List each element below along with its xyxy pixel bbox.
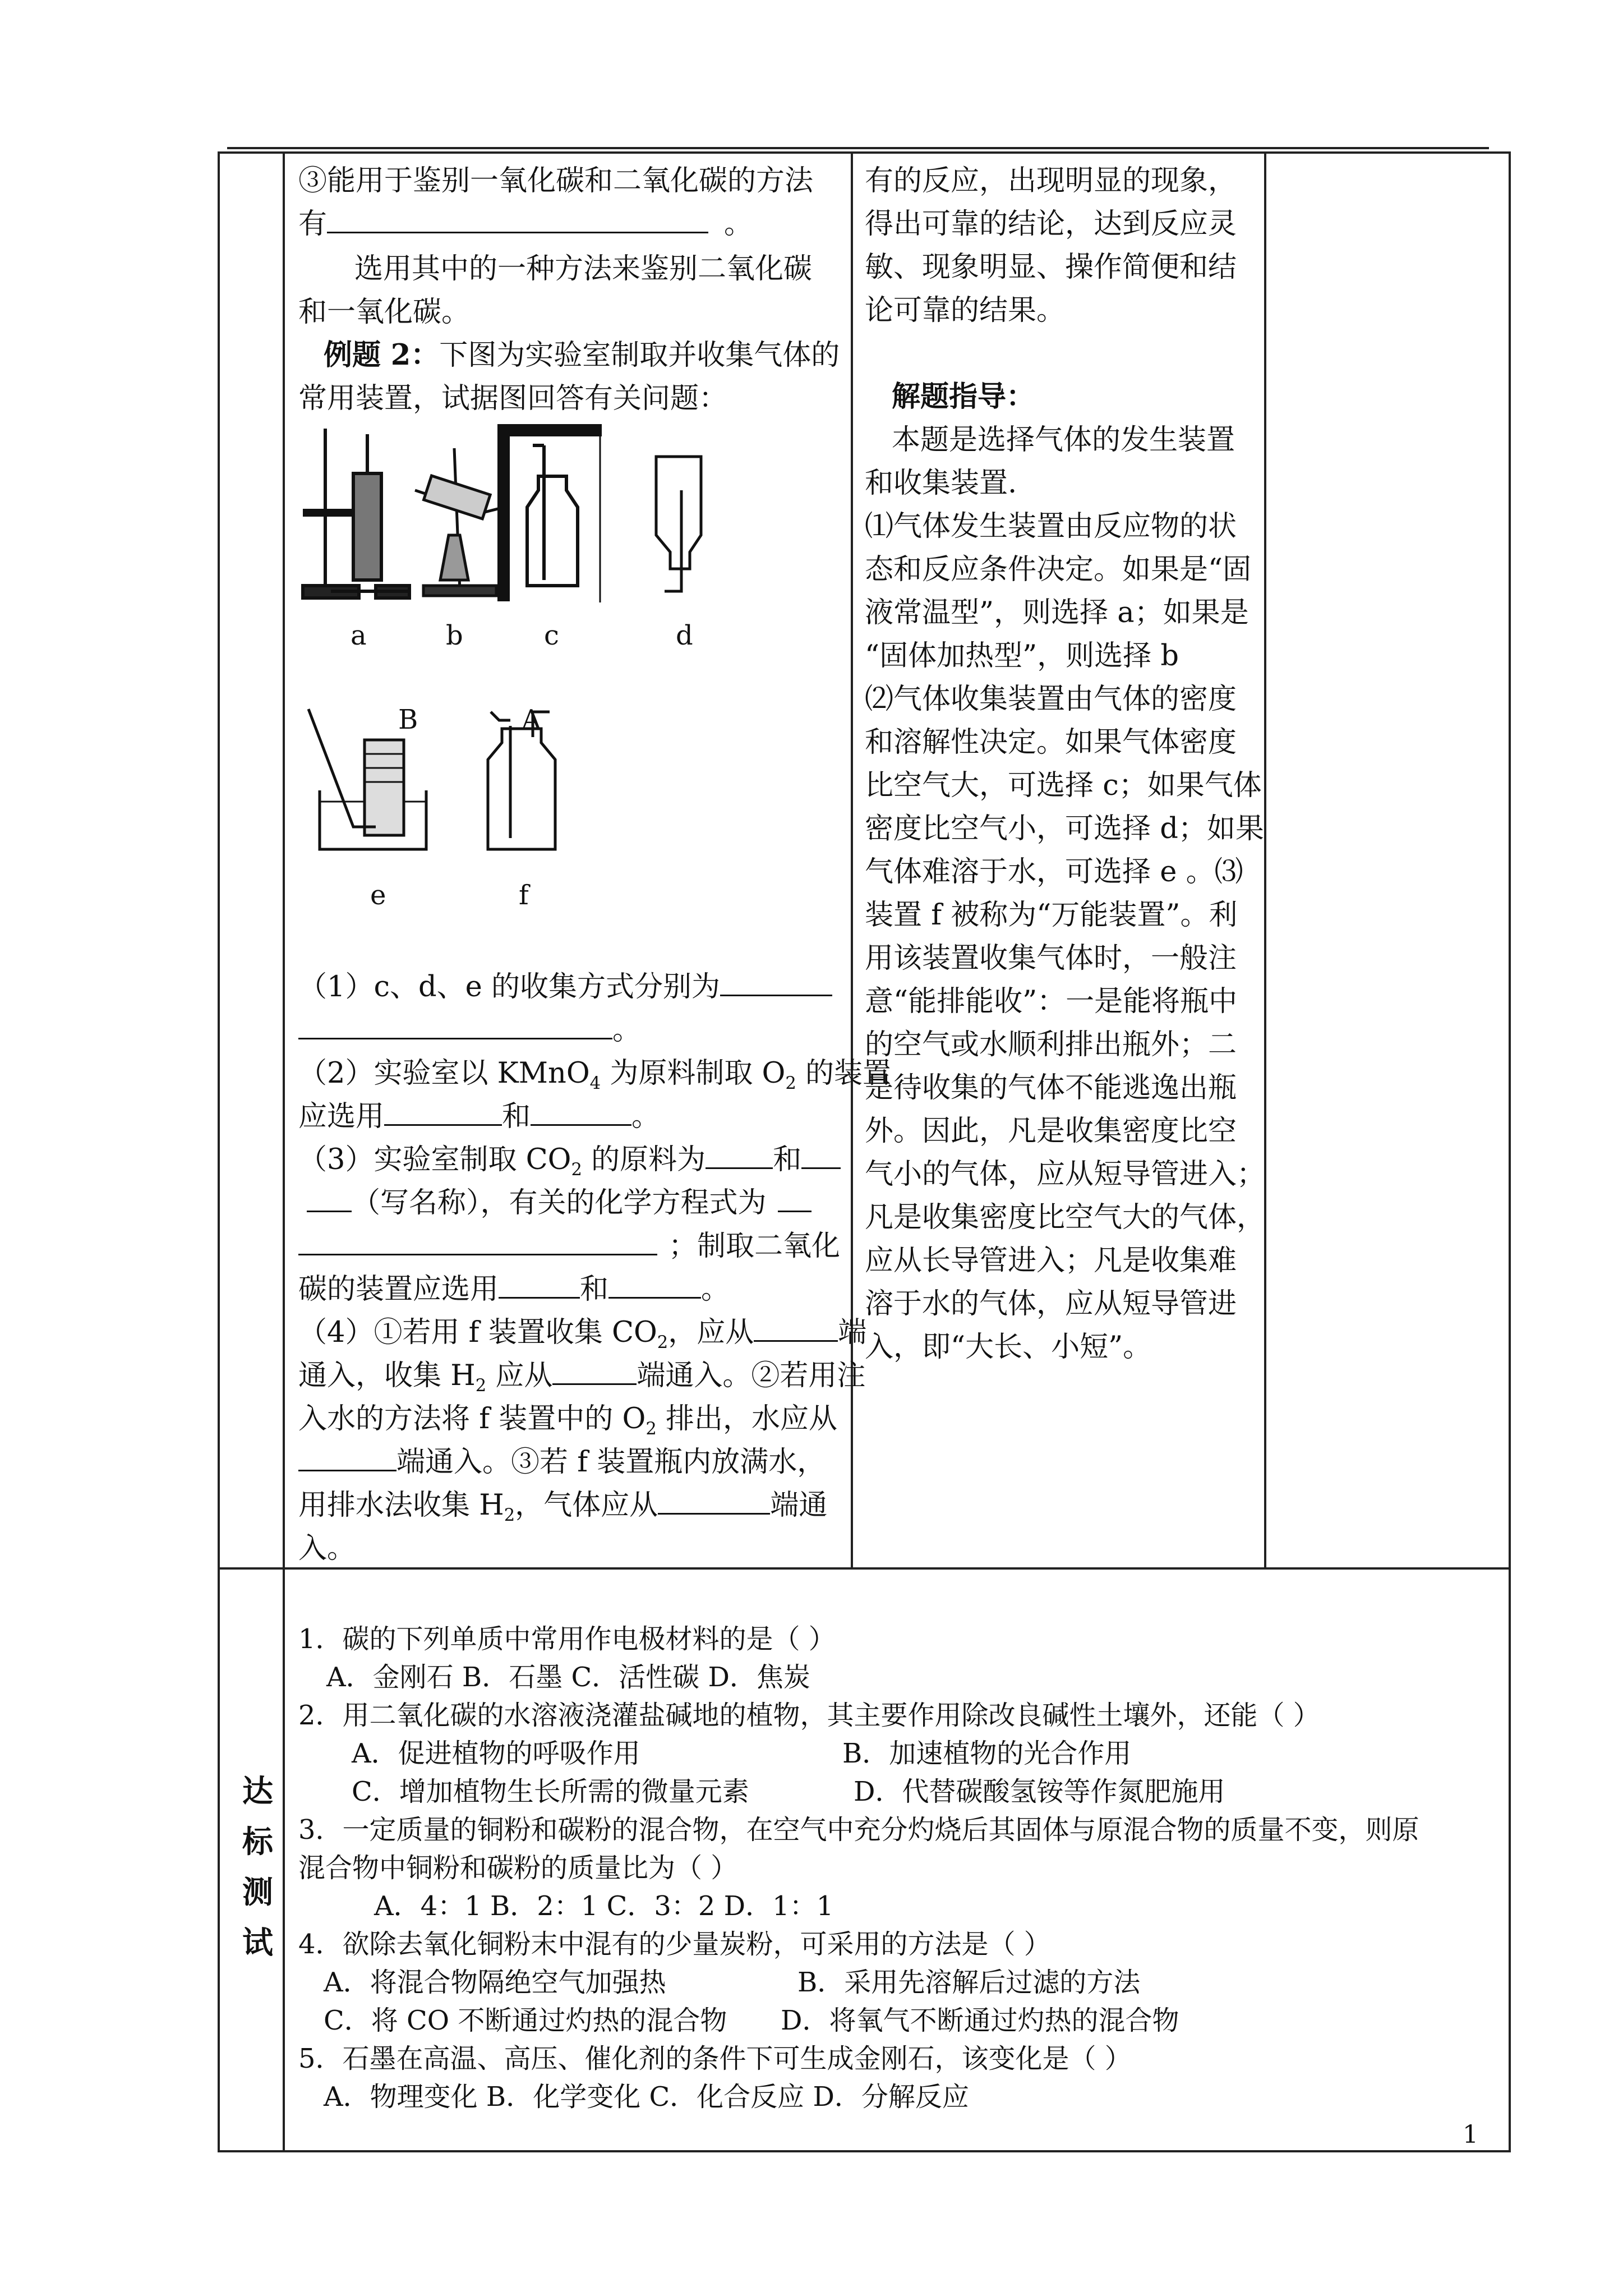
mid-line-1: 有的反应，出现明显的现象，: [865, 164, 1237, 197]
text: （3）实验室制取 CO: [298, 1143, 571, 1176]
lesson-table: [218, 151, 1511, 2152]
line-choose-2: 和一氧化碳。: [298, 296, 471, 329]
answer-blank: [552, 1355, 637, 1385]
text: 应选用: [298, 1100, 385, 1133]
guide-line-16: 外。因此，凡是收集密度比空: [865, 1115, 1237, 1148]
side-label: [242, 1766, 274, 1968]
guide-line-13: 意“能排能收”：一是能将瓶中: [865, 985, 1238, 1018]
side-char: 标: [242, 1823, 274, 1860]
answer-blank: [384, 1096, 502, 1126]
example-title: [324, 334, 840, 377]
text: 端通入。②若用注: [637, 1359, 866, 1392]
test-q2-option-b: B．加速植物的光合作用: [842, 1738, 1132, 1769]
test-q2: 2．用二氧化碳的水溶液浇灌盐碱地的植物，其主要作用除改良碱性土壤外，还能（ ）: [298, 1700, 1320, 1731]
answer-blank: [706, 1139, 773, 1169]
guide-line-15: 是待收集的气体不能逃逸出瓶: [865, 1071, 1237, 1105]
text: 排出，水应从: [656, 1402, 838, 1435]
answer-blank: [307, 1182, 352, 1212]
side-char: 达: [242, 1773, 274, 1809]
guide-line-6: ⑵气体收集装置由气体的密度: [865, 683, 1237, 716]
text: ，应从: [668, 1316, 754, 1349]
answer-blank: [720, 967, 832, 996]
guide-line-2: ⑴气体发生装置由反应物的状: [865, 510, 1237, 543]
text: 应从: [486, 1359, 553, 1392]
text: 端通入。③若 f 装置瓶内放满水，: [396, 1446, 826, 1479]
test-q2-option-a: A．促进植物的呼吸作用: [352, 1738, 640, 1769]
answer-blank: [298, 1010, 612, 1039]
text: 入水的方法将 f 装置中的 O: [298, 1402, 646, 1435]
example-label: 例题 2：: [324, 338, 440, 372]
text: 和: [773, 1143, 802, 1176]
answer-blank: [778, 1182, 811, 1212]
answer-blank: [658, 1485, 770, 1515]
test-q1: 1．碳的下列单质中常用作电极材料的是（ ）: [298, 1623, 836, 1655]
subscript: 2: [645, 1419, 657, 1439]
col-divider-1: [283, 154, 285, 1567]
text: 的装置: [796, 1057, 892, 1090]
answer-blank: [298, 1442, 396, 1471]
text: 端: [838, 1316, 867, 1349]
mid-line-4: 论可靠的结果。: [865, 294, 1066, 327]
answer-blank: [298, 1226, 657, 1255]
line-choose: 选用其中的一种方法来鉴别二氧化碳: [354, 252, 813, 286]
line-method-blank: [298, 203, 753, 246]
fig-label-d: d: [676, 620, 693, 651]
test-q4-option-d: D．将氧气不断通过灼热的混合物: [781, 2005, 1179, 2036]
fig-label-B: B: [398, 704, 418, 735]
test-q2-option-c: C．增加植物生长所需的微量元素: [352, 1776, 749, 1807]
guide-line-11: 装置 f 被称为“万能装置”。利: [865, 899, 1238, 932]
apparatus-d: [656, 457, 701, 591]
fig-label-e: e: [370, 880, 386, 911]
guide-line-9: 密度比空气小，可选择 d；如果: [865, 812, 1264, 845]
mid-line-2: 得出可靠的结论，达到反应灵: [865, 208, 1237, 241]
guide-line-8: 比空气大，可选择 c；如果气体: [865, 769, 1262, 802]
guide-line-12: 用该装置收集气体时，一般注: [865, 942, 1237, 975]
subscript: 2: [657, 1333, 668, 1353]
test-q4-option-c: C．将 CO 不断通过灼热的混合物: [324, 2005, 727, 2036]
apparatus-c: [499, 426, 600, 602]
q4-line5: [298, 1484, 827, 1537]
text: 。: [701, 1273, 730, 1306]
answer-blank: [608, 1269, 701, 1299]
text: 为原料制取 O: [601, 1057, 786, 1090]
test-q4-option-b: B．采用先溶解后过滤的方法: [797, 1967, 1141, 1998]
test-q3-cont: 混合物中铜粉和碳粉的质量比为（ ）: [298, 1852, 738, 1884]
test-q3: 3．一定质量的铜粉和碳粉的混合物，在空气中充分灼烧后其固体与原混合物的质量不变，则原: [298, 1814, 1419, 1846]
guide-title: 解题指导：: [892, 380, 1035, 413]
guide-line-20: 溶于水的气体，应从短导管进: [865, 1287, 1237, 1320]
guide-line-19: 应从长导管进入；凡是收集难: [865, 1244, 1237, 1277]
apparatus-b: [415, 448, 505, 596]
subscript: 2: [785, 1074, 796, 1094]
guide-line-10: 气体难溶于水，可选择 e 。⑶: [865, 855, 1243, 889]
fig-label-f: f: [519, 880, 529, 911]
q1-line2: [298, 1009, 641, 1052]
test-q3-options: A．4：1 B．2：1 C．3：2 D．1：1: [374, 1890, 834, 1922]
apparatus-figure: [297, 423, 852, 917]
line-method: ③能用于鉴别一氧化碳和二氧化碳的方法: [298, 164, 814, 197]
guide-line-4: 液常温型”，则选择 a；如果是: [865, 596, 1249, 629]
text: （写名称），有关的化学方程式为: [352, 1186, 767, 1220]
guide-line-5: “固体加热型”，则选择 b: [865, 639, 1179, 673]
answer-blank: [499, 1269, 580, 1299]
example-row: [220, 154, 1509, 1570]
test-q5: 5．石墨在高温、高压、催化剂的条件下可生成金刚石，该变化是（ ）: [298, 2043, 1132, 2074]
q1-line1: [298, 965, 832, 1009]
subscript: 4: [589, 1074, 601, 1094]
guide-line-1: 和收集装置.: [865, 467, 1017, 500]
text: （2）实验室以 KMnO: [298, 1057, 590, 1090]
q2-line2: [298, 1095, 660, 1138]
fig-label-A: A: [522, 704, 541, 735]
subscript: 2: [571, 1160, 582, 1180]
guide-line-0: 本题是选择气体的发生装置: [892, 424, 1235, 457]
text: 有: [298, 208, 328, 241]
q4-line4: [298, 1441, 826, 1484]
guide-line-3: 态和反应条件决定。如果是“固: [865, 553, 1252, 586]
example-text-2: 常用装置，试据图回答有关问题：: [298, 382, 728, 415]
test-q2-option-d: D．代替碳酸氢铵等作氮肥施用: [854, 1776, 1225, 1807]
test-q4: 4．欲除去氧化铜粉末中混有的少量炭粉，可采用的方法是（ ）: [298, 1929, 1051, 1960]
guide-line-7: 和溶解性决定。如果气体密度: [865, 726, 1237, 759]
text: 下图为实验室制取并收集气体的: [439, 339, 840, 372]
fig-label-b: b: [446, 620, 463, 651]
guide-line-18: 凡是收集密度比空气大的气体，: [865, 1201, 1266, 1234]
text: ，气体应从: [515, 1489, 658, 1522]
guide-line-14: 的空气或水顺利排出瓶外；二: [865, 1028, 1237, 1061]
apparatus-a: [303, 429, 409, 598]
col-divider-test: [283, 1570, 285, 2150]
q4-line6: 入。: [298, 1532, 356, 1565]
text: 端通: [770, 1489, 828, 1522]
text: 通入，收集 H: [298, 1359, 476, 1392]
guide-line-21: 入，即“大长、小短”。: [865, 1331, 1152, 1364]
side-char: 试: [242, 1924, 274, 1961]
fig-label-c: c: [544, 620, 559, 651]
text: 。: [612, 1014, 642, 1047]
answer-blank: [531, 1096, 631, 1126]
q3-line2: [307, 1181, 811, 1225]
fig-label-a: a: [351, 620, 367, 651]
col-divider-3: [1264, 154, 1266, 1567]
text: 用排水法收集 H: [298, 1489, 504, 1522]
answer-blank: [327, 204, 708, 233]
answer-blank: [754, 1312, 838, 1342]
text: 的原料为: [582, 1143, 706, 1176]
text: （4）①若用 f 装置收集 CO: [298, 1316, 657, 1349]
test-q4-option-a: A．将混合物隔绝空气加强热: [324, 1967, 666, 1998]
mid-line-3: 敏、现象明显、操作简便和结: [865, 251, 1237, 284]
page-number: 1: [1463, 2120, 1478, 2149]
test-q5-options: A．物理变化 B．化学变化 C．化合反应 D．分解反应: [324, 2081, 969, 2113]
guide-line-17: 气小的气体，应从短导管进入；: [865, 1158, 1266, 1191]
text: 。: [631, 1100, 661, 1133]
text: 碳的装置应选用: [298, 1273, 499, 1306]
text: 和: [502, 1100, 531, 1133]
text: （1）c、d、e 的收集方式分别为: [298, 970, 721, 1004]
subscript: 2: [504, 1506, 515, 1526]
test-q1-options: A．金刚石 B．石墨 C．活性碳 D．焦炭: [326, 1662, 810, 1693]
text: 。: [724, 208, 753, 241]
answer-blank: [801, 1139, 841, 1169]
text: ；制取二氧化: [668, 1230, 841, 1263]
header-rule: [227, 147, 1489, 149]
q3-line4: [298, 1268, 730, 1311]
side-char: 测: [242, 1874, 274, 1910]
subscript: 2: [475, 1376, 487, 1396]
test-row: [220, 1570, 1509, 2150]
text: 和: [580, 1273, 609, 1306]
q3-line3: [298, 1225, 840, 1268]
